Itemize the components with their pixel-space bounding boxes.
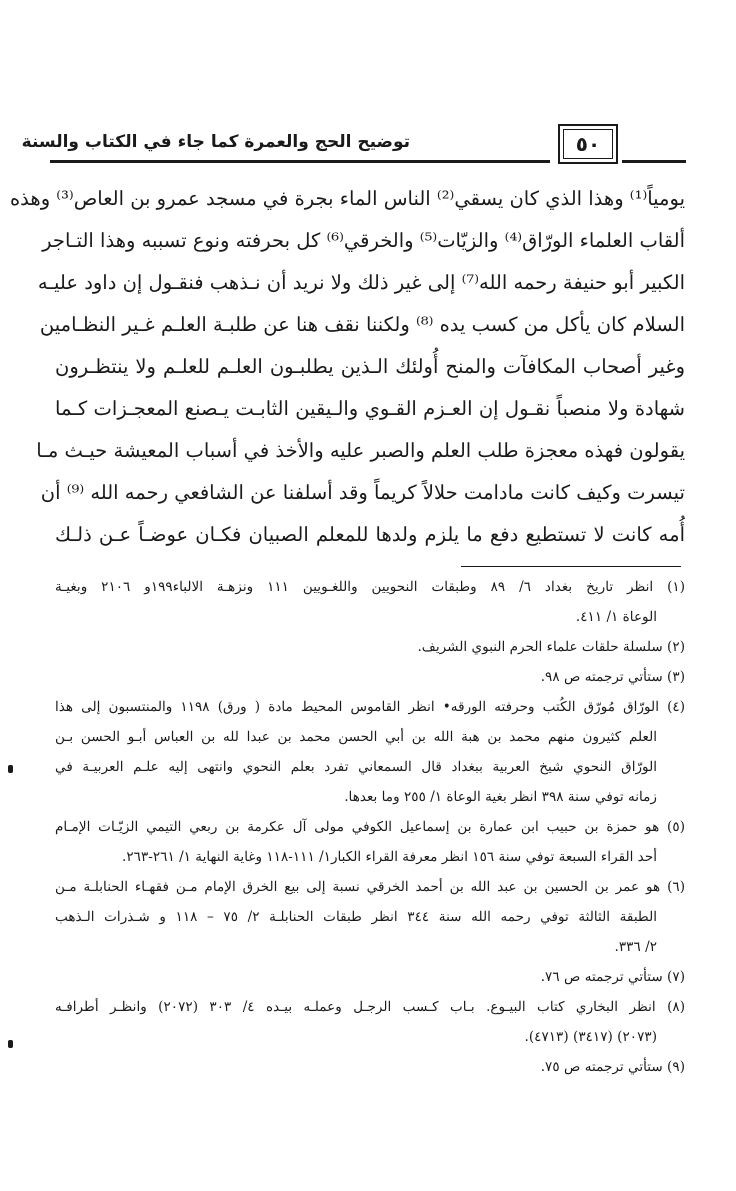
footnote-line: (٢) سلسلة حلقات علماء الحرم النبوي الشريف. [417,639,685,655]
page-number-frame [558,124,618,164]
footnote-line: (٢٠٧٣) (٣٤١٧) (٤٧١٣). [524,1029,657,1045]
running-title: توضيح الحج والعمرة كما جاء في الكتاب والسنة [21,132,410,152]
footnote-line: (٩) ستأتي ترجمته ص ٧٥. [540,1059,685,1075]
footnotes [55,572,685,1082]
body-line: الكبير أبو حنيفة رحمه الله⁽⁷⁾ إلى غير ذلك ولا نريد أن نـذهب فنقـول إن داود عليـه [37,271,685,294]
footnote-line: (٣) ستأتي ترجمته ص ٩٨. [540,669,685,685]
footnote-line: (٦) هو عمر بن الحسين بن عبد الله بن أحمد الخرقي نسبة إلى بيع الخرق الإمام مـن فقهـاء الحنابلـة مـن [55,879,685,895]
footnote-line: أحد القراء السبعة توفي سنة ١٥٦ انظر معرفة القراء الكبار١/ ١١١-١١٨ وغاية النهاية ١/ ٢٦١-٢٦٣. [122,849,657,865]
footnote-line: زمانه توفي سنة ٣٩٨ انظر بغية الوعاة ١/ ٢٥٥ وما بعدها. [344,789,657,805]
footnote-line: العلم كثيرون منهم محمد بن هبة الله بن أبي الحسن محمد بن عبدا لله بن العباس أبـو الحسن بـن [55,729,657,745]
footnote-line: (٧) ستأتي ترجمته ص ٧٦. [540,969,685,985]
footnote-line: (٥) هو حمزة بن حبيب ابن عمارة بن إسماعيل الكوفي مولى آل عكرمة بن ربعي التيمي الزيّـات الإمـام [55,819,685,835]
footnote-line: الوعاة ١/ ٤١١. [575,609,657,625]
body-line: وغير أصحاب المكافآت والمنح أُولئك الـذين يطلبـون العلـم للعلـم ولا ينتظـرون [55,355,685,378]
margin-mark [8,1040,13,1048]
footnote-line: الورّاق النحوي شيخ العربية ببغداد قال السمعاني تفرد بعلم النحوي وانتهى إليه علـم العربيـة في [55,759,657,775]
footnote-line: (٤) الورّاق مُورّق الكُتب وحرفته الورقه• انظر القاموس المحيط مادة ( ورق) ١١٩٨ والمنتسبون إلى هذا [55,699,685,715]
body-line: يقولون فهذه معجزة طلب العلم والصبر عليه والأخذ في أسباب المعيشة حيـث مـا [36,439,685,462]
body-line: تيسرت وكيف كانت مادامت حلالاً كريماً وقد أسلفنا عن الشافعي رحمه الله ⁽⁹⁾ أن [40,481,685,504]
body-line: ألقاب العلماء الورّاق⁽⁴⁾ والزيّات⁽⁵⁾ والخرقي⁽⁶⁾ كل بحرفته ونوع تسببه وهذا التـاجر [42,229,685,252]
page-number: ٥٠ [575,132,601,156]
header-rule-right [622,160,686,163]
footnote-line: (١) انظر تاريخ بغداد ٦/ ٨٩ وطبقات النحويين واللغـويين ١١١ ونزهـة الالباء١٩٩و ٢١٠٦ وبغيـة [55,579,686,595]
header-rule-left [50,160,550,163]
footnote-line: (٨) انظر البخاري كتاب البيـوع. بـاب كـسب الرجـل وعملـه بيـده ٤/ ٣٠٣ (٢٠٧٢) وانظـر أطرافـه [55,999,685,1015]
body-line: يومياً⁽¹⁾ وهذا الذي كان يسقي⁽²⁾ الناس الماء بجرة في مسجد عمرو بن العاص⁽³⁾ وهذه [9,187,685,210]
body-line: أُمه كانت لا تستطيع دفع ما يلزم ولدها للمعلم الصبيان فكـان عوضـاً عـن ذلـك [55,523,685,546]
body-line: شهادة ولا منصباً نقـول إن العـزم القـوي والـيقين الثابـت يـصنع المعجـزات كـما [55,397,685,420]
page-header [21,120,686,172]
footnote-line: الطبقة الثالثة توفي رحمه الله سنة ٣٤٤ انظر طبقات الحنابلـة ٢/ ٧٥ – ١١٨ و شـذرات الـذهب [55,909,657,925]
footnote-line: ٢/ ٣٣٦. [614,939,657,955]
margin-mark [8,765,13,773]
body-line: السلام كان يأكل من كسب يده ⁽⁸⁾ ولكننا نقف هنا عن طلبـة العلـم غـير النظـامين [39,313,685,336]
footnote-separator [461,566,681,567]
main-text [9,178,685,556]
